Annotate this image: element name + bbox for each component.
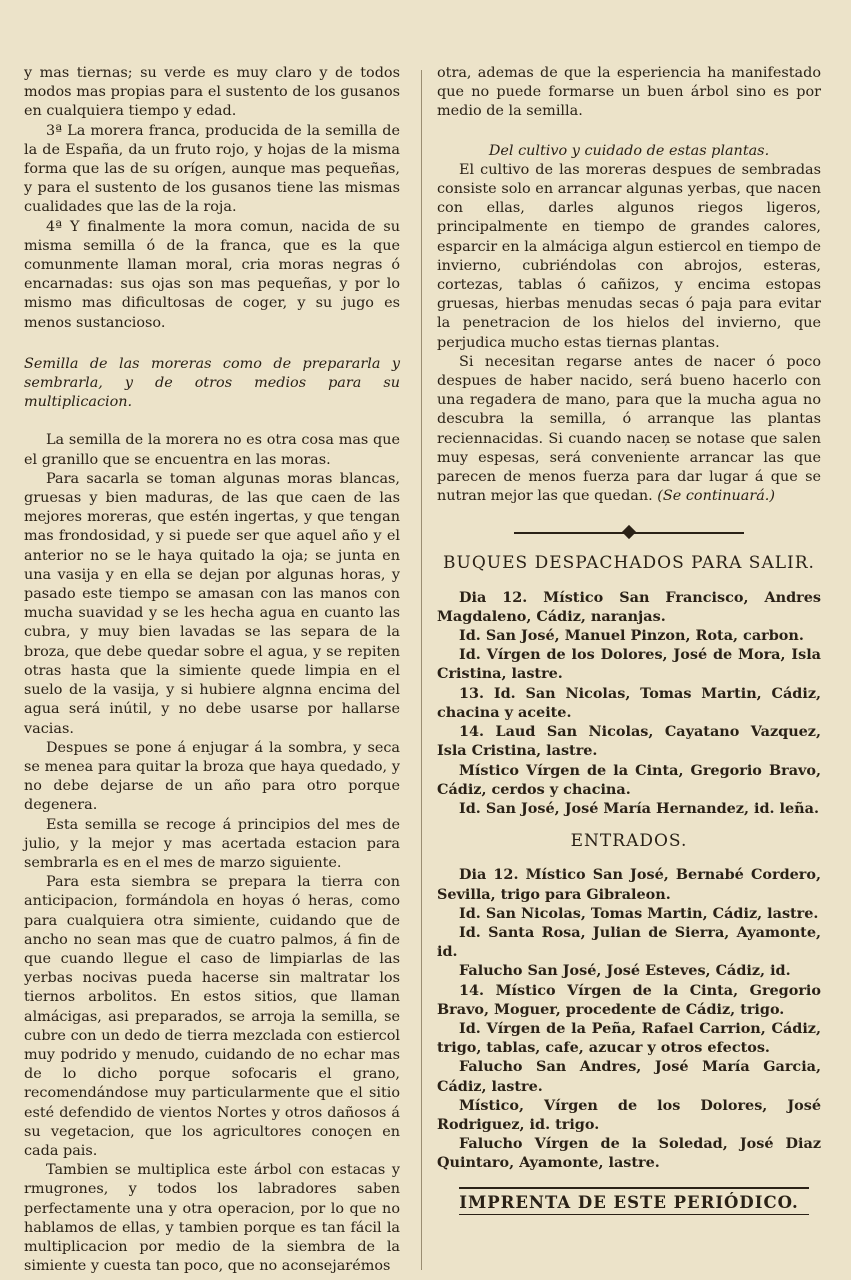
entrados-title: ENTRADOS. — [570, 831, 688, 852]
entrado-entry: Id. Vírgen de la Peña, Rafael Carrion, Cádiz, trigo, tablas, cafe, azucar y otros efectos. — [437, 1019, 821, 1057]
entrados-list — [437, 865, 821, 1172]
left-column — [24, 64, 400, 1276]
left-paragraph-6: Despues se pone á enjugar á la sombra, y seca se menea para quitar la broza que haya quedado, y no debe dejarse de un año para otro porque degenera. — [24, 739, 400, 814]
right-column — [437, 64, 821, 1215]
buques-list — [437, 588, 821, 818]
ornament-divider — [514, 526, 744, 540]
left-paragraph-8: Para esta siembra se prepara la tierra con anticipacion, formándola en hoyas ó heras, como para cualquiera otra simiente, cuidando que de ancho no sean mas que de cuatro palmos, á fin de que cuando llegue el caso de limpiarlas de las yerbas nocivas pueda hacerse sin maltratar los tiernos arbolitos. En estos sitios, que llaman almácigas, asi preparados, se arroja la semilla, se cubre con un dedo de tierra mezclada con estiercol muy podrido y menudo, cuidando de no echar mas de lo dicho porque sofocaris el grano, recomendándose muy particularmente que el sitio esté defendido de vientos Nortes y otros dañosos á su vegetacion, que los agricultores conoçen en cada pais. — [24, 874, 400, 1159]
imprenta-line: IMPRENTA DE ESTE PERIÓDICO. — [459, 1192, 799, 1212]
column-divider — [421, 70, 422, 1270]
right-paragraph-3-text: Si necesitan regarse antes de nacer ó poco despues de haber nacido, será bueno hacerlo con una regadera de mano, para que la mucha agua no descubra la semilla, ó arranque las plantas reciennacidas. Si cuando naceņ se notase que salen muy espesas, será conveniente arrancar las que parecen de menos fuerza para dar lugar á que se nutran mejor las que quedan. — [437, 353, 821, 505]
buque-entry: Dia 12. Místico San Francisco, Andres Magdaleno, Cádiz, naranjas. — [437, 588, 821, 625]
imprenta-rule-top — [459, 1187, 809, 1189]
right-paragraph-1: otra, ademas de que la esperiencia ha manifestado que no puede formarse un buen árbol sino es por medio de la semilla. — [437, 65, 821, 120]
imprenta-rule-bottom — [459, 1214, 809, 1215]
left-paragraph-2: 3ª La morera franca, producida de la semilla de la de España, da un fruto rojo, y hojas de la misma forma que las de su orígen, aunque mas pequeñas, y para el sustento de los gusanos tiene las mismas cualidades que las de la roja. — [24, 122, 400, 216]
entrado-entry: Id. Santa Rosa, Julian de Sierra, Ayamonte, id. — [437, 923, 821, 961]
entrado-entry: Falucho San Andres, José María Garcia, Cádiz, lastre. — [437, 1058, 821, 1095]
buque-entry: 13. Id. San Nicolas, Tomas Martin, Cádiz, chacina y aceite. — [437, 684, 821, 721]
continuara-note: (Se continuará.) — [657, 488, 776, 505]
buque-entry: Id. San José, Manuel Pinzon, Rota, carbon. — [459, 627, 804, 645]
right-paragraph-3 — [437, 353, 821, 507]
entrado-entry: 14. Místico Vírgen de la Cinta, Gregorio Bravo, Moguer, procedente de Cádiz, trigo. — [437, 981, 821, 1018]
left-paragraph-7: Esta semilla se recoge á principios del mes de julio, y la mejor y mas acertada estacion para sembrarla es en el mes de marzo siguiente. — [24, 816, 400, 871]
buque-entry: Id. Vírgen de los Dolores, José de Mora, Isla Cristina, lastre. — [437, 646, 821, 683]
buque-entry: 14. Laud San Nicolas, Cayatano Vazquez, Isla Cristina, lastre. — [437, 723, 821, 760]
section-heading-semilla: Semilla de las moreras como de prepararla y sembrarla, y de otros medios para su multiplicacion. — [24, 355, 400, 411]
left-paragraph-9: Tambien se multiplica este árbol con estacas y rmugrones, y todos los labradores saben perfectamente una y otra operacion, por lo que no hablamos de ellas, y tambien porque es tan fácil la multiplicacion por medio de la siembra de la simiente y cuesta tan poco, que no aconsejarémos — [24, 1162, 400, 1275]
buque-entry: Id. San José, José María Hernandez, id. leña. — [459, 799, 819, 817]
buques-title: BUQUES DESPACHADOS PARA SALIR. — [443, 553, 815, 574]
entrado-entry: Místico, Vírgen de los Dolores, José Rodriguez, id. trigo. — [437, 1096, 821, 1133]
section-heading-cultivo: Del cultivo y cuidado de estas plantas. — [488, 142, 770, 159]
left-paragraph-4: La semilla de la morera no es otra cosa mas que el granillo que se encuentra en las moras. — [24, 432, 400, 468]
entrado-entry: Id. San Nicolas, Tomas Martin, Cádiz, lastre. — [459, 904, 819, 922]
entrado-entry: Falucho Vírgen de la Soledad, José Diaz Quintaro, Ayamonte, lastre. — [437, 1135, 821, 1172]
entrado-entry: Falucho San José, José Esteves, Cádiz, id. — [459, 962, 791, 980]
left-paragraph-3: 4ª Y finalmente la mora comun, nacida de su misma semilla ó de la franca, que es la que comunmente llaman moral, cria moras negras ó encarnadas: sus ojas son mas pequeñas, y por lo mismo mas dificultosas de coger, y su jugo es menos sustancioso. — [24, 218, 400, 331]
buque-entry: Místico Vírgen de la Cinta, Gregorio Bravo, Cádiz, cerdos y chacina. — [437, 761, 821, 798]
entrado-entry: Dia 12. Místico San José, Bernabé Cordero, Sevilla, trigo para Gibraleon. — [437, 866, 821, 903]
left-paragraph-1: y mas tiernas; su verde es muy claro y de todos modos mas propias para el sustento de los gusanos en cualquiera tiempo y edad. — [24, 65, 400, 120]
left-paragraph-5: Para sacarla se toman algunas moras blancas, gruesas y bien maduras, de las que caen de las mejores moreras, que estén ingertas, y que tengan mas frondosidad, y si puede ser que aquel año y el anterior no se le haya quitado la oja; se junta en una vasija y en ella se dejan por algunas horas, y pasado este tiempo se amasan con las manos con mucha suavidad y se les hecha agua en cuanto las cubra, y muy bien lavadas se las separa de la broza, que debe quedar sobre el agua, y se repiten otras hasta que la simiente quede limpia en el suelo de la vasija, y si hubiere algnna encima del agua será inútil, y no debe usarse por hallarse vacias. — [24, 470, 400, 737]
right-paragraph-2: El cultivo de las moreras despues de sembradas consiste solo en arrancar algunas yerbas, que nacen con ellas, darles algunos riegos ligeros, principalmente en tiempo de grandes calores, esparcir en la almáciga algun estiercol en tiempo de invierno, cubriéndolas con abrojos, esteras, cortezas, tablas ó cañizos, y encima estopas gruesas, hierbas menudas secas ó paja para evitar la penetracion de los hielos del invierno, que perjudica mucho estas tiernas plantas. — [437, 161, 821, 351]
ornament-diamond — [622, 525, 636, 539]
